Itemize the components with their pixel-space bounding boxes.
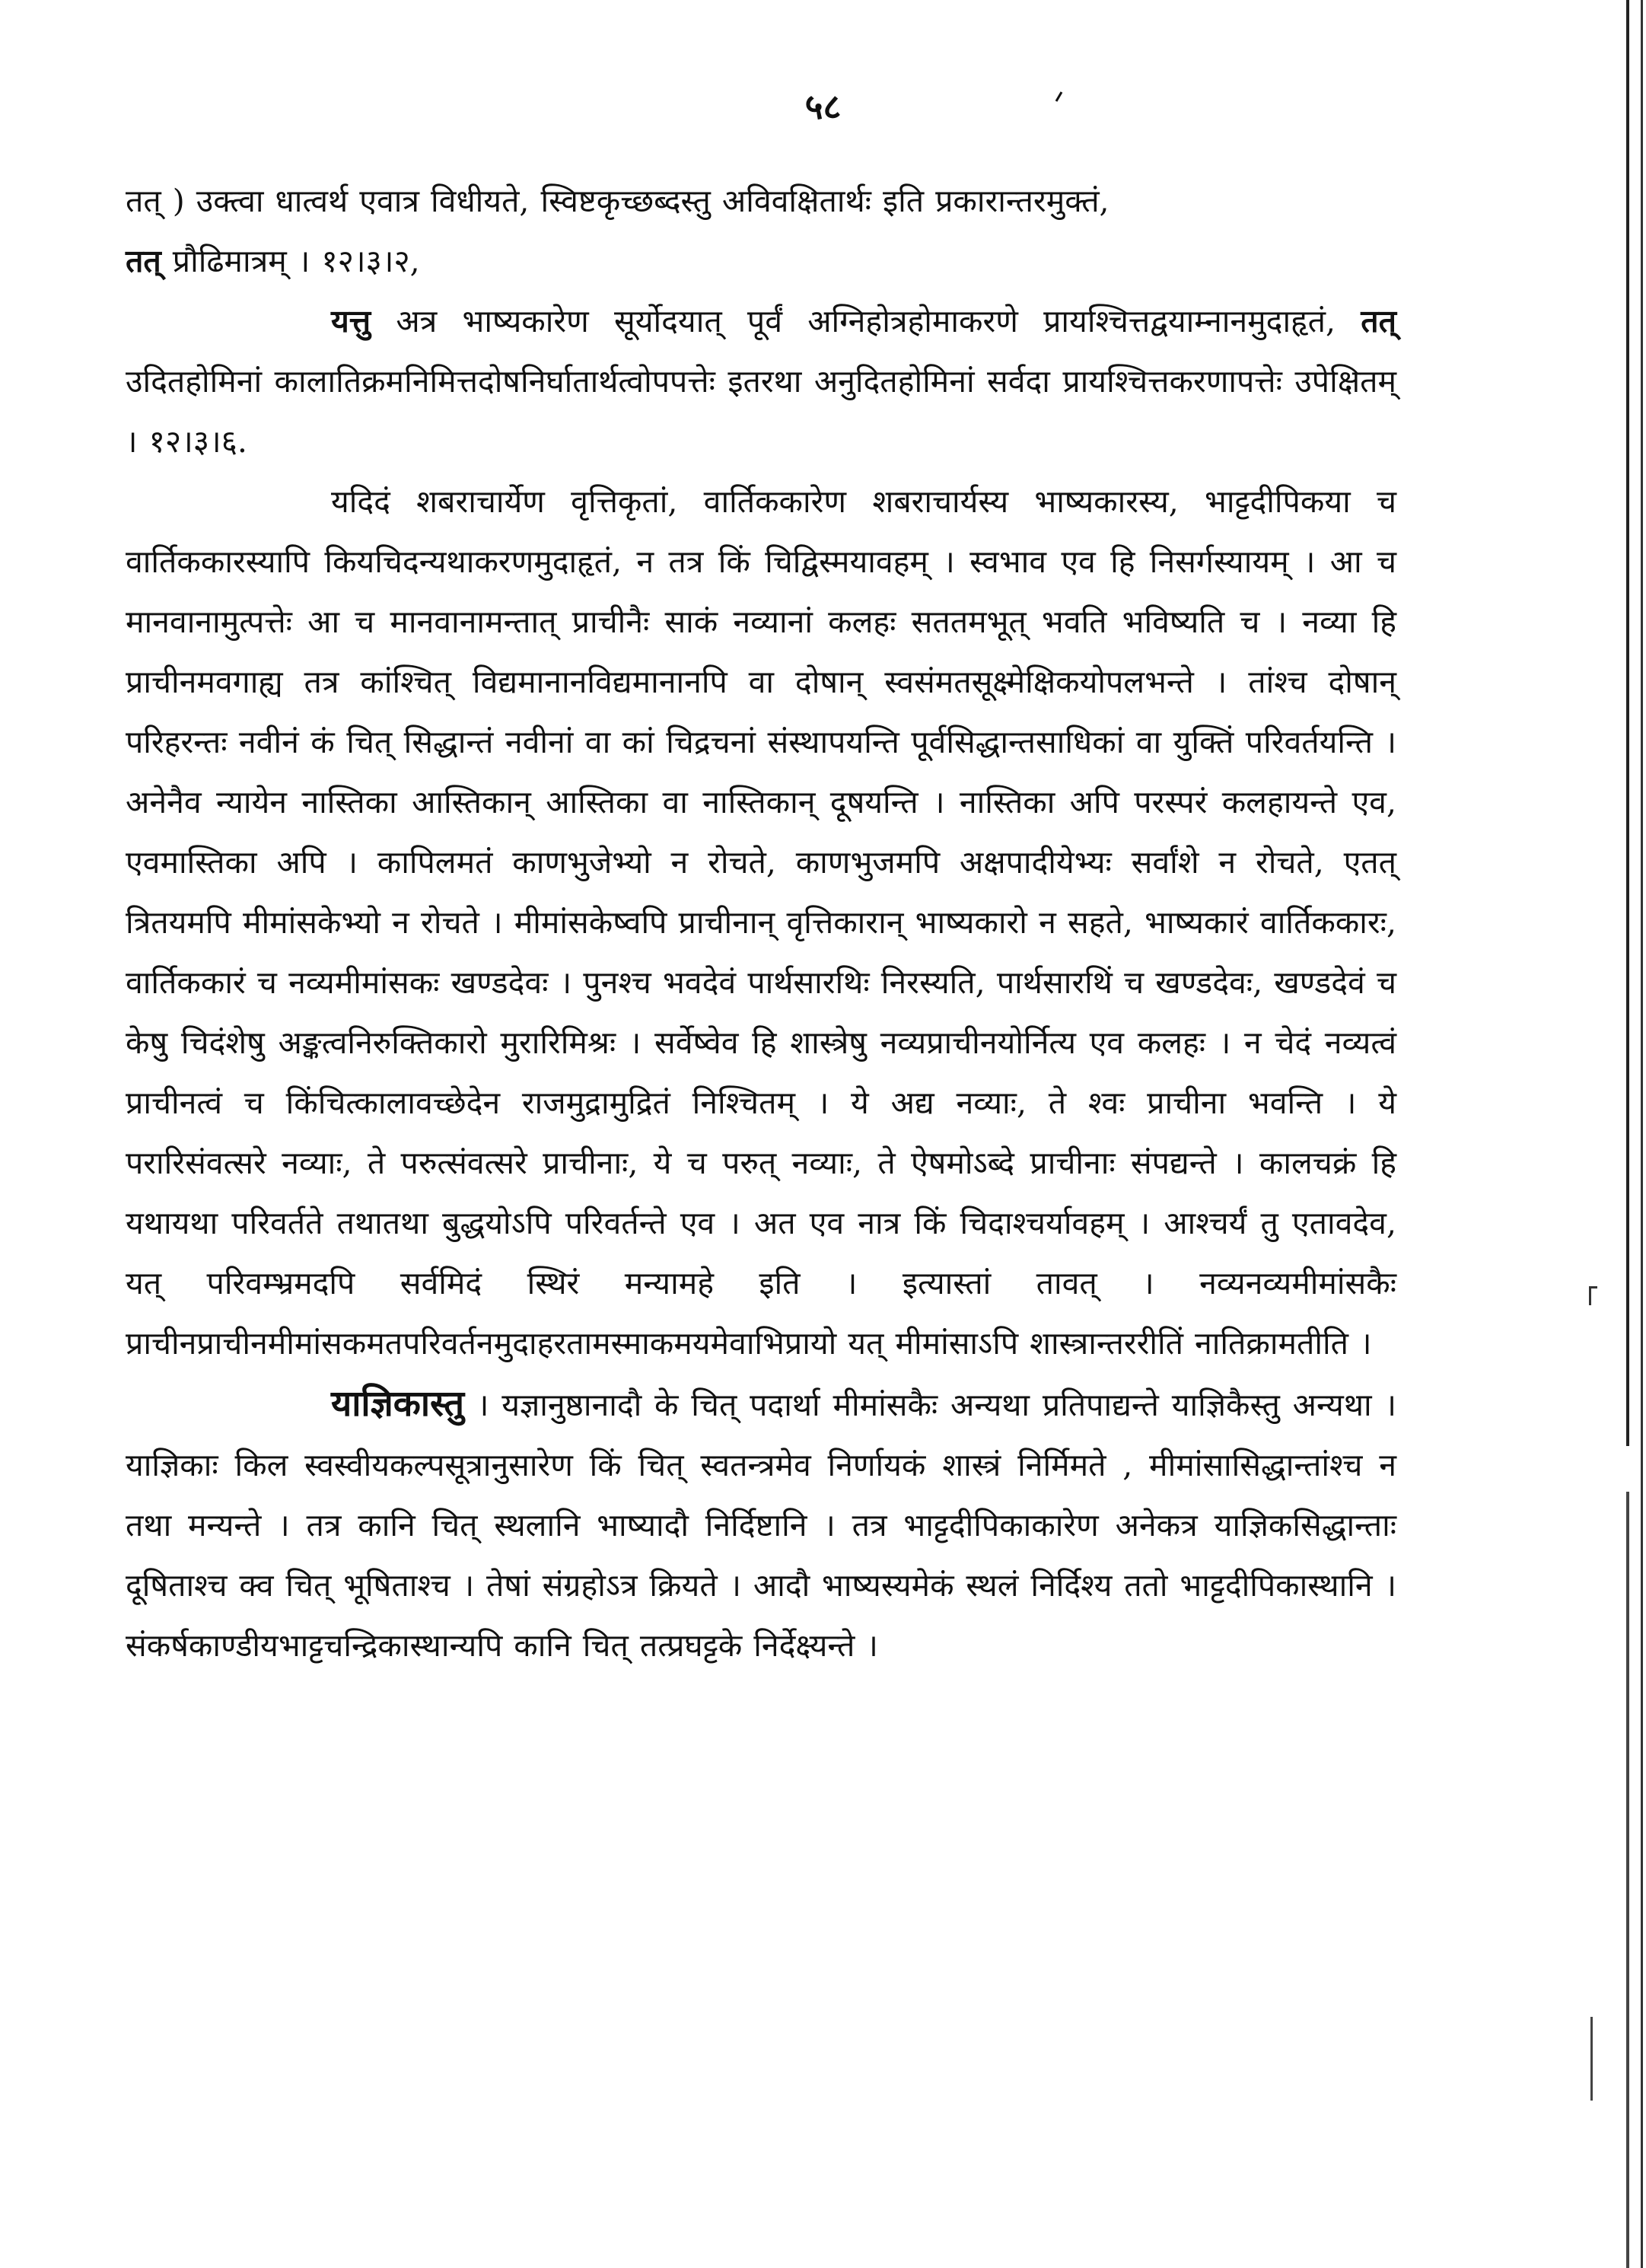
scan-mark-lower	[1590, 2017, 1593, 2101]
paragraph-1	[126, 171, 1396, 291]
paragraph-4	[126, 1374, 1396, 1676]
scan-mark	[1589, 1286, 1597, 1305]
paragraph-4-text: । यज्ञानुष्ठानादौ के चित् पदार्था मीमांसकैः अन्यथा प्रतिपाद्यन्ते याज्ञिकैस्तु अन्यथा । याज्ञिकाः किल स्वस्वीयकल्पसूत्रानुसारेण किं चित् स्वतन्त्रमेव निर्णायकं शास्त्रं निर्मिमते , मीमांसासिद्धान्तांश्च न तथा मन्यन्ते । तत्र कानि चित् स्थलानि भाष्यादौ निर्दिष्टानि । तत्र भाट्टदीपिकाकारेण अनेकत्र याज्ञिकसिद्धान्ताः दूषिताश्च क्व चित् भूषिताश्च । तेषां संग्रहोऽत्र क्रियते । आदौ भाष्यस्यमेकं स्थलं निर्दिश्य ततो भाट्टदीपिकास्थानि । संकर्षकाण्डीयभाट्टचन्द्रिकास्थान्यपि कानि चित् तत्प्रघट्टके निर्देक्ष्यन्ते ।	[126, 1387, 1396, 1664]
paragraph-1-bold-word: तत्	[126, 243, 161, 279]
paragraph-1-line-1: तत् ) उक्त्वा धात्वर्थ एवात्र विधीयते, स्विष्टकृच्छब्दस्तु अविवक्षितार्थः इति प्रकारान्तरमुक्तं,	[126, 183, 1110, 219]
paragraph-2-text: अत्र भाष्यकारेण सूर्योदयात् पूर्वं अग्निहोत्रहोमाकरणे प्रायश्चित्तद्वयाम्नानमुदाहृतं,	[371, 303, 1361, 339]
paragraph-2-text-2: उदितहोमिनां कालातिक्रमनिमित्तदोषनिर्घातार्थत्वोपपत्तेः इतरथा अनुदितहोमिनां सर्वदा प्रायश्चित्तकरणापत्तेः उपेक्षितम् । १२।३।६.	[126, 363, 1396, 460]
page-number: ५८	[804, 86, 842, 127]
paragraph-3	[126, 472, 1396, 1374]
scan-edge-line	[1626, 0, 1629, 2268]
paragraph-1-line-2: प्रौढिमात्रम् । १२।३।२,	[161, 243, 420, 279]
paragraph-2-bold-lead: यत्तु	[331, 303, 371, 339]
scan-edge-line-outer	[1641, 0, 1643, 2268]
paragraph-2	[126, 291, 1396, 472]
paragraph-4-bold-lead: याज्ञिकास्तु	[331, 1383, 465, 1425]
paragraph-3-text: यदिदं शबराचार्येण वृत्तिकृतां, वार्तिककारेण शबराचार्यस्य भाष्यकारस्य, भाट्टदीपिकया च वार्तिककारस्यापि कियचिदन्यथाकरणमुदाहृतं, न तत्र किं चिद्विस्मयावहम् । स्वभाव एव हि निसर्गस्यायम् । आ च मानवानामुत्पत्तेः आ च मानवानामन्तात् प्राचीनैः साकं नव्यानां कलहः सततमभूत् भवति भविष्यति च । नव्या हि प्राचीनमवगाह्य तत्र कांश्चित् विद्यमानानविद्यमानानपि वा दोषान् स्वसंमतसूक्ष्मेक्षिकयोपलभन्ते । तांश्च दोषान् परिहरन्तः नवीनं कं चित् सिद्धान्तं नवीनां वा कां चिद्रचनां संस्थापयन्ति पूर्वसिद्धान्तसाधिकां वा युक्तिं परिवर्तयन्ति । अनेनैव न्यायेन नास्तिका आस्तिकान् आस्तिका वा नास्तिकान् दूषयन्ति । नास्तिका अपि परस्परं कलहायन्ते एव, एवमास्तिका अपि । कापिलमतं काणभुजेभ्यो न रोचते, काणभुजमपि अक्षपादीयेभ्यः सर्वांशे न रोचते, एतत् त्रितयमपि मीमांसकेभ्यो न रोचते । मीमांसकेष्वपि प्राचीनान् वृत्तिकारान् भाष्यकारो न सहते, भाष्यकारं वार्तिककारः, वार्तिककारं च नव्यमीमांसकः खण्डदेवः । पुनश्च भवदेवं पार्थसारथिः निरस्यति, पार्थसारथिं च खण्डदेवः, खण्डदेवं च केषु चिदंशेषु अङ्कत्वनिरुक्तिकारो मुरारिमिश्रः । सर्वेष्वेव हि शास्त्रेषु नव्यप्राचीनयोर्नित्य एव कलहः । न चेदं नव्यत्वं प्राचीनत्वं च किंचित्कालावच्छेदेन राजमुद्रामुद्रितं निश्चितम् । ये अद्य नव्याः, ते श्वः प्राचीना भवन्ति । ये परारिसंवत्सरे नव्याः, ते परुत्संवत्सरे प्राचीनाः, ये च परुत् नव्याः, ते ऐषमोऽब्दे प्राचीनाः संपद्यन्ते । कालचक्रं हि यथायथा परिवर्तते तथातथा बुद्धयोऽपि परिवर्तन्ते एव । अत एव नात्र किं चिदाश्चर्यावहम् । आश्चर्यं तु एतावदेव, यत् परिवम्भ्रमदपि सर्वमिदं स्थिरं मन्यामहे इति । इत्यास्तां तावत् । नव्यनव्यमीमांसकैः प्राचीनप्राचीनमीमांसकमतपरिवर्तनमुदाहरतामस्माकमयमेवाभिप्रायो यत् मीमांसाऽपि शास्त्रान्तररीतिं नातिक्रामतीति ।	[126, 483, 1396, 1362]
paragraph-2-bold-mid: तत्	[1361, 303, 1396, 339]
page-body	[126, 171, 1396, 1676]
